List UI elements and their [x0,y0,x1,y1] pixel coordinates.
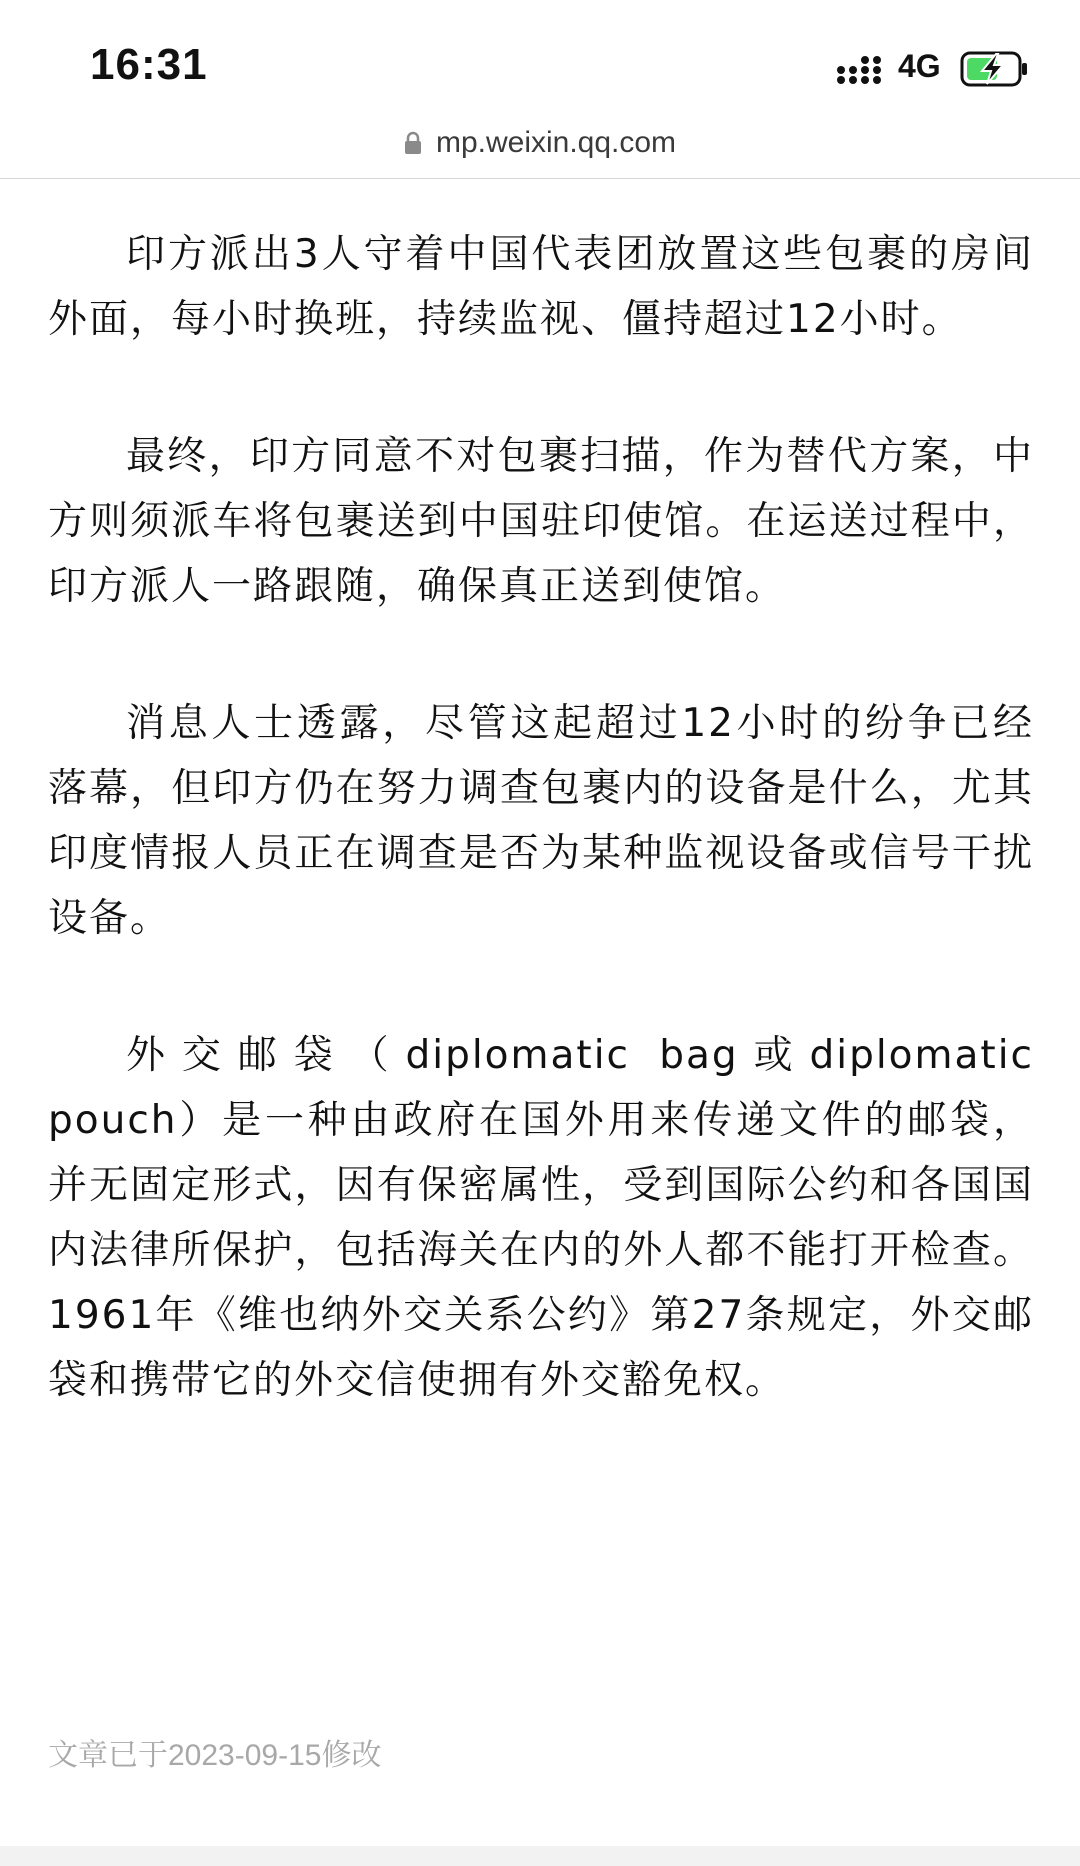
network-type: 4G [898,48,941,84]
modified-note: 文章已于2023-09-15修改 [48,1739,382,1772]
article-body [48,222,1034,1413]
status-bar [0,0,1080,118]
article-paragraph: 印方派出3人守着中国代表团放置这些包裹的房间外面，每小时换班，持续监视、僵持超过12小时。 [48,232,1034,342]
lock-icon [404,131,422,155]
article-paragraph: 最终，印方同意不对包裹扫描，作为替代方案，中方则须派车将包裹送到中国驻印使馆。在运送过程中，印方派人一路跟随，确保真正送到使馆。 [48,434,1034,609]
divider [0,178,1080,179]
address-bar-content [404,126,676,160]
battery-charging-icon [960,50,1030,88]
status-time: 16:31 [90,40,208,89]
article-paragraph: 消息人士透露，尽管这起超过12小时的纷争已经落幕，但印方仍在努力调查包裹内的设备是什么，尤其印度情报人员正在调查是否为某种监视设备或信号干扰设备。 [48,701,1034,941]
bottom-bar [0,1846,1080,1866]
address-bar[interactable] [0,110,1080,176]
article-paragraph: 外交邮袋（diplomatic bag或diplomatic pouch）是一种由政府在国外用来传递文件的邮袋，并无固定形式，因有保密属性，受到国际公约和各国国内法律所保护，包括海关在内的外人都不能打开检查。1961年《维也纳外交关系公约》第27条规定，外交邮袋和携带它的外交信使拥有外交豁免权。 [48,1033,1034,1403]
url-text: mp.weixin.qq.com [435,126,677,159]
cellular-signal-icon [836,52,886,86]
